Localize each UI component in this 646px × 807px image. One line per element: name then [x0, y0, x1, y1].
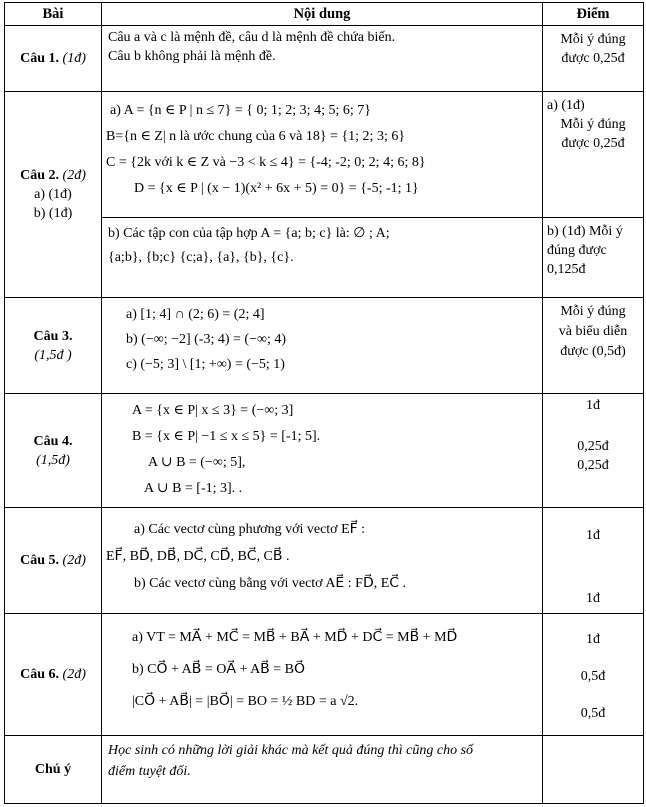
q4-line-1: A = {x ∈ P| x ≤ 3} = (−∞; 3]: [132, 403, 294, 418]
q5-line-1: a) Các vectơ cùng phương với vectơ EF⃗ :: [134, 522, 366, 537]
q6-line-2: b) CO⃗ + AB⃗ = OA⃗ + AB⃗ = BO⃗: [132, 662, 306, 677]
q3-score-2: và biểu diễn: [558, 324, 628, 339]
q2-sub-b: b) (1đ): [33, 206, 73, 221]
q2b-content: [102, 218, 543, 298]
q1-line-2: Câu b không phải là mệnh đề.: [108, 49, 276, 64]
q3-score-3: được (0,5đ): [560, 344, 626, 359]
answer-key-sheet: [4, 2, 642, 804]
q2b-line-1: b) Các tập con của tập hợp A = {a; b; c} là: ∅ ; A;: [108, 226, 390, 241]
header-bai: Bài: [5, 3, 102, 26]
row-note: [5, 736, 644, 804]
q4-line-3: A ∪ B = (−∞; 5],: [148, 455, 246, 470]
q3-label: Câu 3.: [33, 328, 73, 344]
q1-label: Câu 1.: [20, 51, 60, 66]
q6-content: [102, 614, 543, 736]
q2a-line-1: a) A = {n ∈ P | n ≤ 7} = { 0; 1; 2; 3; 4; 5; 6; 7}: [110, 103, 371, 118]
q2-label-cell: [5, 92, 102, 298]
note-label: Chú ý: [5, 736, 102, 804]
answer-table: [4, 2, 644, 804]
q5-score-2: 1đ: [586, 591, 600, 606]
q1-points: (1đ): [62, 51, 86, 66]
q2a-line-4: D = {x ∈ P | (x − 1)(x² + 6x + 5) = 0} = {-5; -1; 1}: [134, 181, 419, 196]
q4-score-1: 1đ: [586, 398, 600, 413]
note-line-1: Học sinh có những lời giải khác mà kết quả đúng thì cũng cho số: [108, 743, 474, 758]
q2a-score: [543, 92, 644, 218]
q5-label-cell: [5, 508, 102, 614]
q6-score-3: 0,5đ: [580, 706, 606, 721]
row-q6: [5, 614, 644, 736]
q3-points: (1,5đ ): [34, 347, 72, 363]
q5-line-3: b) Các vectơ cùng bằng với vectơ AE⃗ : FD⃗, EC⃗ .: [134, 576, 407, 591]
q4-line-2: B = {x ∈ P| −1 ≤ x ≤ 5} = [-1; 5].: [132, 429, 321, 444]
q2a-line-3: C = {2k với k ∈ Z và −3 < k ≤ 4} = {-4; -2; 0; 2; 4; 6; 8}: [106, 155, 426, 170]
row-q5: [5, 508, 644, 614]
row-q4: [5, 394, 644, 508]
row-q1: [5, 26, 644, 92]
q3-score-1: Mỗi ý đúng: [560, 304, 626, 319]
q2a-score-3: được 0,25đ: [561, 136, 625, 151]
q5-points: (2đ): [62, 553, 86, 568]
q5-content: [102, 508, 543, 614]
note-score: [543, 736, 644, 804]
q4-points: (1,5đ): [36, 452, 70, 468]
q5-score-1: 1đ: [586, 528, 600, 543]
q6-points: (2đ): [62, 667, 86, 682]
q2a-content: [102, 92, 543, 218]
q3-line-3: c) (−5; 3] \ [1; +∞) = (−5; 1): [126, 357, 285, 372]
q6-score-1: 1đ: [586, 632, 600, 647]
q2a-score-1: a) (1đ): [547, 98, 585, 113]
q2-sub-a: a) (1đ): [34, 187, 72, 202]
q2b-score-1: b) (1đ) Mỗi ý: [547, 224, 623, 239]
q4-label-cell: [5, 394, 102, 508]
q6-line-3: |CO⃗ + AB⃗| = |BO⃗| = BO = ½ BD = a √2.: [132, 694, 359, 709]
q1-score: [543, 26, 644, 92]
q3-score: [543, 298, 644, 394]
note-content: [102, 736, 543, 804]
q3-line-2: b) (−∞; −2] (-3; 4) = (−∞; 4): [126, 332, 287, 347]
q4-content: [102, 394, 543, 508]
q6-label: Câu 6.: [20, 667, 60, 682]
q2b-score-3: 0,125đ: [547, 262, 586, 277]
q6-label-cell: [5, 614, 102, 736]
q1-score-1: Mỗi ý đúng: [560, 32, 626, 47]
q2b-score-2: đúng được: [547, 243, 607, 258]
q6-score-2: 0,5đ: [580, 669, 606, 684]
q6-line-1: a) VT = MA⃗ + MC⃗ = MB⃗ + BA⃗ + MD⃗ + DC⃗ = MB⃗ + MD⃗: [132, 630, 458, 645]
row-q2a: [5, 92, 644, 218]
q4-score-3: 0,25đ: [577, 458, 609, 473]
q2b-line-2: {a;b}, {b;c} {c;a}, {a}, {b}, {c}.: [108, 250, 294, 265]
header-row: [5, 3, 644, 26]
q1-label-cell: [5, 26, 102, 92]
q2-points: (2đ): [62, 168, 86, 183]
q5-score: [543, 508, 644, 614]
q4-label: Câu 4.: [33, 433, 73, 449]
header-diem: Điểm: [543, 3, 644, 26]
q5-line-2: EF⃗, BD⃗, DB⃗, DC⃗, CD⃗, BC⃗, CB⃗ .: [106, 549, 290, 564]
q1-line-1: Câu a và c là mệnh đề, câu d là mệnh đề chứa biến.: [108, 30, 396, 45]
q4-score-2: 0,25đ: [577, 439, 609, 454]
q3-content: [102, 298, 543, 394]
q3-line-1: a) [1; 4] ∩ (2; 6) = (2; 4]: [126, 307, 265, 322]
q5-label: Câu 5.: [20, 553, 60, 568]
q4-line-4: A ∪ B = [-1; 3]. .: [144, 481, 243, 496]
row-q3: [5, 298, 644, 394]
q3-label-cell: [5, 298, 102, 394]
q2a-score-2: Mỗi ý đúng: [560, 117, 626, 132]
q4-score: [543, 394, 644, 508]
q2-label: Câu 2.: [20, 168, 60, 183]
note-line-2: điểm tuyệt đối.: [108, 764, 191, 779]
q2b-score: [543, 218, 644, 298]
q1-content: [102, 26, 543, 92]
q2a-line-2: B={n ∈ Z| n là ước chung của 6 và 18} = {1; 2; 3; 6}: [106, 129, 406, 144]
q1-score-2: được 0,25đ: [561, 51, 625, 66]
header-noidung: Nội dung: [102, 3, 543, 26]
q6-score: [543, 614, 644, 736]
